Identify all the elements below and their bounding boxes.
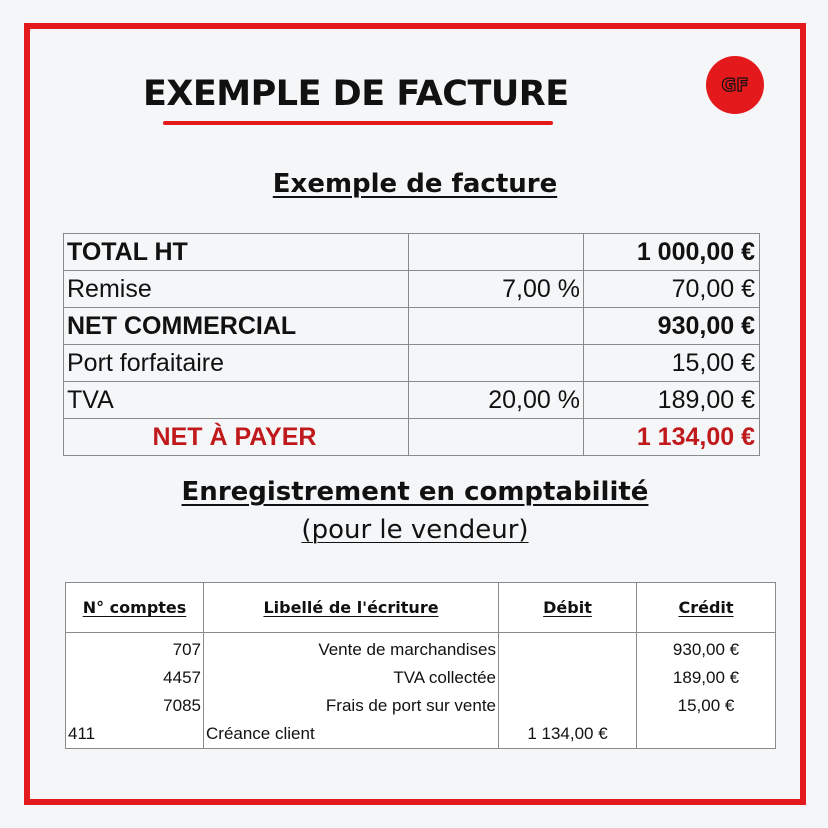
- page-frame: [24, 23, 806, 805]
- account-number: 707: [66, 633, 204, 665]
- row-amount: 15,00 €: [584, 345, 760, 382]
- row-label: NET COMMERCIAL: [64, 308, 409, 345]
- row-amount: 70,00 €: [584, 271, 760, 308]
- debit-value: [499, 692, 637, 720]
- title-underline: [163, 121, 553, 125]
- table-row-total: [64, 419, 760, 456]
- row-amount: 189,00 €: [584, 382, 760, 419]
- debit-value: 1 134,00 €: [499, 720, 637, 749]
- gf-logo: [706, 56, 764, 114]
- row-label: Port forfaitaire: [64, 345, 409, 382]
- debit-value: [499, 664, 637, 692]
- ledger-row: [66, 720, 776, 749]
- net-a-payer-amount: 1 134,00 €: [584, 419, 760, 456]
- col-debit: Débit: [499, 583, 637, 633]
- account-number: 4457: [66, 664, 204, 692]
- net-a-payer-label: NET À PAYER: [64, 419, 409, 456]
- accounting-subheading: (pour le vendeur): [301, 515, 529, 545]
- row-rate: [409, 308, 584, 345]
- entry-label: Vente de marchandises: [204, 633, 499, 665]
- ledger-row: [66, 633, 776, 665]
- row-label: Remise: [64, 271, 409, 308]
- ledger-row: [66, 692, 776, 720]
- col-account: N° comptes: [66, 583, 204, 633]
- table-row: [64, 234, 760, 271]
- credit-value: 189,00 €: [637, 664, 776, 692]
- credit-value: 15,00 €: [637, 692, 776, 720]
- ledger-row: [66, 664, 776, 692]
- row-amount: 1 000,00 €: [584, 234, 760, 271]
- debit-value: [499, 633, 637, 665]
- table-row: [64, 308, 760, 345]
- row-rate: 7,00 %: [409, 271, 584, 308]
- entry-label: TVA collectée: [204, 664, 499, 692]
- row-rate: [409, 234, 584, 271]
- credit-value: 930,00 €: [637, 633, 776, 665]
- row-label: TOTAL HT: [64, 234, 409, 271]
- row-amount: 930,00 €: [584, 308, 760, 345]
- row-rate: [409, 345, 584, 382]
- logo-text: GF: [721, 74, 749, 96]
- row-rate: [409, 419, 584, 456]
- row-rate: 20,00 %: [409, 382, 584, 419]
- page-title: EXEMPLE DE FACTURE: [143, 74, 569, 114]
- credit-value: [637, 720, 776, 749]
- entry-label: Créance client: [204, 720, 499, 749]
- invoice-table: [63, 233, 760, 456]
- ledger-header-row: [66, 583, 776, 633]
- accounting-heading: Enregistrement en comptabilité: [181, 477, 649, 507]
- col-credit: Crédit: [637, 583, 776, 633]
- row-label: TVA: [64, 382, 409, 419]
- col-label: Libellé de l'écriture: [204, 583, 499, 633]
- account-number: 411: [66, 720, 204, 749]
- invoice-heading: Exemple de facture: [272, 169, 558, 199]
- table-row: [64, 382, 760, 419]
- table-row: [64, 345, 760, 382]
- account-number: 7085: [66, 692, 204, 720]
- table-row: [64, 271, 760, 308]
- entry-label: Frais de port sur vente: [204, 692, 499, 720]
- ledger-table: [65, 582, 776, 749]
